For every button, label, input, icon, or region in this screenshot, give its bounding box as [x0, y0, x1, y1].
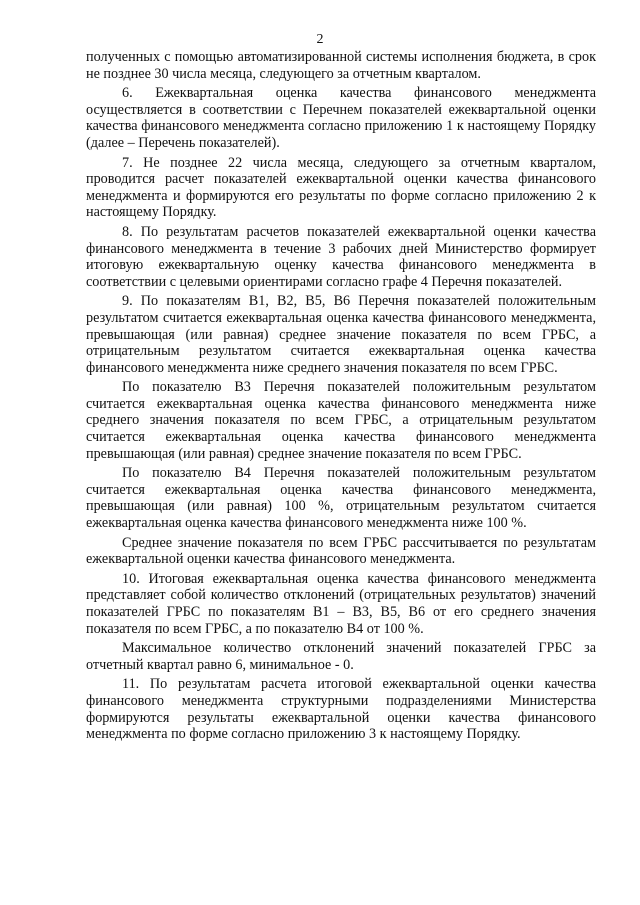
paragraph-9: 9. По показателям В1, В2, В5, В6 Перечня показателей положительным результатом считается ежеквартальная оценка качества финансового менеджмента, превышающая (или равная) среднее значение показателя по всем ГРБС, а отрицательным результатом считается ежеквартальная оценка качества финансового менеджмента ниже среднего значения показателя по всем ГРБС. — [86, 293, 596, 376]
paragraph-max-deviations: Максимальное количество отклонений значений показателей ГРБС за отчетный квартал равно 6, минимальное - 0. — [86, 640, 596, 673]
paragraph-continuation: полученных с помощью автоматизированной системы исполнения бюджета, в срок не позднее 30 числа месяца, следующего за отчетным кварталом. — [86, 49, 596, 82]
paragraph-average: Среднее значение показателя по всем ГРБС рассчитывается по результатам ежеквартальной оценки качества финансового менеджмента. — [86, 534, 596, 568]
document-body — [86, 49, 596, 743]
paragraph-6: 6. Ежеквартальная оценка качества финансового менеджмента осуществляется в соответствии с Перечнем показателей ежеквартальной оценки качества финансового менеджмента согласно приложению 1 к настоящему Порядку (далее – Перечень показателей). — [86, 85, 596, 151]
paragraph-11: 11. По результатам расчета итоговой ежеквартальной оценки качества финансового менеджмента структурными подразделениями Министерства формируются результаты ежеквартальной оценки качества финансового менеджмента по форме согласно приложению 3 к настоящему Порядку. — [86, 676, 596, 743]
paragraph-10: 10. Итоговая ежеквартальная оценка качества финансового менеджмента представляет собой количество отклонений (отрицательных результатов) значений показателей ГРБС по показателям В1 – В3, В5, В6 от его среднего значения показателя по всем ГРБС, а по показателю В4 от 100 %. — [86, 570, 596, 637]
page-number: 2 — [316, 32, 324, 47]
paragraph-9-b4: По показателю В4 Перечня показателей положительным результатом считается ежеквартальная оценка качества финансового менеджмента, превышающая (или равная) 100 %, отрицательным результатом считается ежеквартальная оценка качества финансового менеджмента ниже 100 %. — [86, 465, 596, 532]
paragraph-9-b3: По показателю В3 Перечня показателей положительным результатом считается ежеквартальная оценка качества финансового менеджмента ниже среднего значения показателя по всем ГРБС, а отрицательным результатом считается ежеквартальная оценка качества финансового менеджмента превышающая (или равная) среднее значение показателя по всем ГРБС. — [86, 379, 596, 462]
paragraph-8: 8. По результатам расчетов показателей ежеквартальной оценки качества финансового менеджмента в течение 3 рабочих дней Министерство формирует итоговую ежеквартальную оценку качества финансового менеджмента в соответствии с целевыми ориентирами согласно графе 4 Перечня показателей. — [86, 223, 596, 290]
paragraph-7: 7. Не позднее 22 числа месяца, следующего за отчетным кварталом, проводится расчет показателей ежеквартальной оценки качества финансового менеджмента и формируются его результаты по форме согласно приложению 2 к настоящему Порядку. — [86, 154, 596, 221]
